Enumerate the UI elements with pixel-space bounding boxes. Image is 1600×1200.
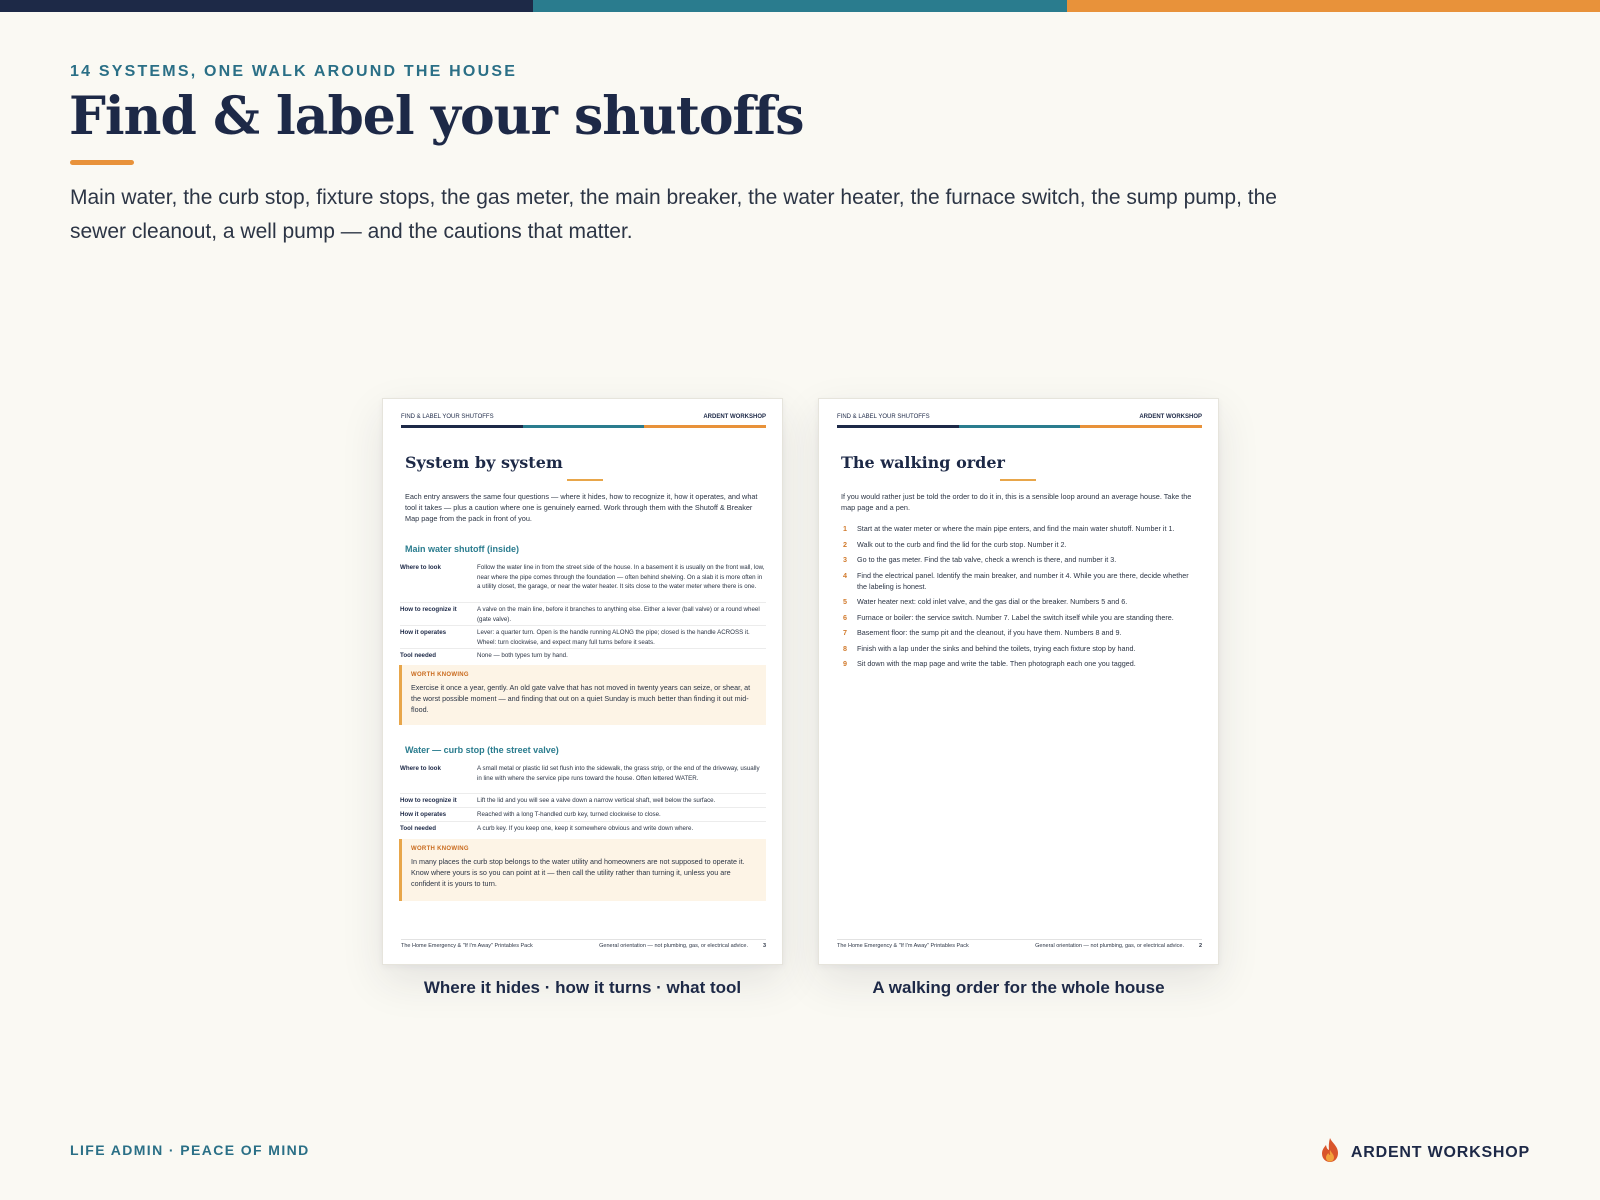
info-row-value: A curb key. If you keep one, keep it somewhere obvious and write down where. xyxy=(477,825,694,832)
page-heading: The walking order xyxy=(841,453,1005,472)
section-heading: Main water shutoff (inside) xyxy=(405,544,520,554)
page-footer-disclaimer: General orientation — not plumbing, gas, or electrical advice. xyxy=(599,943,748,949)
eyebrow: 14 SYSTEMS, ONE WALK AROUND THE HOUSE xyxy=(70,63,518,80)
section-heading: Water — curb stop (the street valve) xyxy=(405,745,559,755)
callout-text: Exercise it once a year, gently. An old gate valve that has not moved in twenty years can seize, or shear, at the worst possible moment — and finding that out on a quiet Sunday is much better than finding it out mid-flood. xyxy=(411,683,751,714)
page-intro: If you would rather just be told the order to do it in, this is a sensible loop around an average house. Take the map page and a pen. xyxy=(841,492,1192,512)
list-item xyxy=(841,596,1198,607)
step-text: Finish with a lap under the sinks and behind the toilets, trying each fixture stop by hand. xyxy=(857,643,1136,653)
page-header-brand: ARDENT WORKSHOP xyxy=(1139,414,1202,420)
page-header-brand: ARDENT WORKSHOP xyxy=(703,414,766,420)
page-caption: A walking order for the whole house xyxy=(872,978,1165,997)
info-row-value: Follow the water line in from the street side of the house. In a basement it is usually on the front wall, low, near where the pipe comes through the foundation — often behind shelving. On a slab it is more often in a utility closet, the garage, or near the water heater. It sits close to the water meter where there is one. xyxy=(477,564,765,590)
page-accent-bar xyxy=(837,425,1202,428)
step-text: Go to the gas meter. Find the tab valve, check a wrench is there, and number it 3. xyxy=(857,555,1117,564)
top-accent-bar xyxy=(0,0,1600,12)
step-number: 1 xyxy=(843,524,847,533)
footer-brand xyxy=(1319,1137,1530,1168)
page-header-title: FIND & LABEL YOUR SHUTOFFS xyxy=(837,414,930,420)
step-number: 2 xyxy=(843,539,847,549)
page-preview-system-by-system xyxy=(382,398,783,965)
walking-steps-list xyxy=(841,523,1198,674)
page-footer-pack: The Home Emergency & "If I'm Away" Printables Pack xyxy=(837,943,969,949)
title-underline xyxy=(70,160,134,165)
info-row-label: How to recognize it xyxy=(400,797,457,804)
brand-wordmark: ARDENT WORKSHOP xyxy=(1350,1143,1530,1161)
info-row-value: A valve on the main line, before it branches to anything else. Either a lever (ball valve) or a round wheel (gate valve). xyxy=(477,606,760,623)
callout-worth-knowing xyxy=(399,839,766,901)
step-text: Find the electrical panel. Identify the main breaker, and number it 4. While you are there, decide whether the labeling is honest. xyxy=(857,570,1189,591)
page-footer-disclaimer: General orientation — not plumbing, gas, or electrical advice. xyxy=(1035,943,1184,949)
step-text: Sit down with the map page and write the table. Then photograph each one you tagged. xyxy=(857,659,1136,668)
page-header xyxy=(837,414,1202,424)
page-heading: System by system xyxy=(405,453,563,472)
info-row-value: A small metal or plastic lid set flush into the sidewalk, the grass strip, or the end of the driveway, usually in line with where the service pipe runs toward the house. Often lettered WATER. xyxy=(477,765,760,782)
info-row-label: How to recognize it xyxy=(400,606,457,613)
step-text: Walk out to the curb and find the lid for the curb stop. Number it 2. xyxy=(857,539,1067,549)
list-item xyxy=(841,658,1198,669)
accent-segment-teal xyxy=(533,0,1066,12)
info-row xyxy=(400,796,766,806)
accent-segment-navy xyxy=(0,0,533,12)
page-preview-walking-order xyxy=(818,398,1219,965)
page-number: 2 xyxy=(1198,943,1202,949)
list-item xyxy=(841,570,1198,592)
step-number: 6 xyxy=(843,612,847,622)
info-row-value: Lift the lid and you will see a valve down a narrow vertical shaft, well below the surface. xyxy=(477,797,716,804)
accent-segment-orange xyxy=(1067,0,1600,12)
list-item xyxy=(841,612,1198,623)
page-accent-bar xyxy=(401,425,766,428)
info-row xyxy=(400,628,766,647)
page-heading-underline xyxy=(1000,479,1036,481)
step-text: Basement floor: the sump pit and the cleanout, if you have them. Numbers 8 and 9. xyxy=(857,628,1122,637)
info-row-label: How it operates xyxy=(400,629,447,636)
flame-icon xyxy=(1319,1137,1341,1168)
info-row-label: How it operates xyxy=(400,811,447,818)
step-number: 9 xyxy=(843,659,847,668)
list-item xyxy=(841,627,1198,638)
info-row-value: None — both types turn by hand. xyxy=(477,652,568,659)
lede-paragraph: Main water, the curb stop, fixture stops, the gas meter, the main breaker, the water heater, the furnace switch, the sump pump, the sewer cleanout, a well pump — and the cautions that matter. xyxy=(70,186,1277,243)
info-row xyxy=(400,824,766,834)
info-row-value: Reached with a long T-handled curb key, turned clockwise to close. xyxy=(477,811,661,818)
step-text: Start at the water meter or where the main pipe enters, and find the main water shutoff. Number it 1. xyxy=(857,524,1175,533)
page-heading-underline xyxy=(567,479,603,481)
info-row-label: Tool needed xyxy=(400,825,436,832)
page-header-title: FIND & LABEL YOUR SHUTOFFS xyxy=(401,414,494,420)
footer-tagline: LIFE ADMIN · PEACE OF MIND xyxy=(70,1142,310,1158)
info-row xyxy=(400,764,766,783)
list-item xyxy=(841,554,1198,565)
page-intro: Each entry answers the same four questions — where it hides, how to recognize it, how it operates, and what tool it takes — plus a caution where one is genuinely earned. Work through them with the Shutoff & Breaker Map page from the pack in front of you. xyxy=(405,492,758,523)
page-caption: Where it hides · how it turns · what tool xyxy=(423,978,742,997)
step-text: Furnace or boiler: the service switch. Number 7. Label the switch itself while you are standing there. xyxy=(857,612,1174,622)
step-number: 4 xyxy=(843,570,847,580)
callout-worth-knowing xyxy=(399,665,766,725)
page-footer xyxy=(401,943,766,949)
page-header xyxy=(401,414,766,424)
page-footer-pack: The Home Emergency & "If I'm Away" Printables Pack xyxy=(401,943,533,949)
list-item xyxy=(841,643,1198,654)
page-number: 3 xyxy=(762,943,766,949)
info-row xyxy=(400,563,766,592)
list-item xyxy=(841,523,1198,534)
callout-label: WORTH KNOWING xyxy=(411,672,469,678)
callout-label: WORTH KNOWING xyxy=(411,846,469,852)
info-row-label: Where to look xyxy=(400,765,441,772)
info-row-value: Lever: a quarter turn. Open is the handle running ALONG the pipe; closed is the handle ACROSS it. Wheel: turn clockwise, and expect many full turns before it seats. xyxy=(477,629,750,646)
info-row-label: Where to look xyxy=(400,564,441,571)
info-row-label: Tool needed xyxy=(400,652,436,659)
info-row xyxy=(400,605,766,624)
step-text: Water heater next: cold inlet valve, and the gas dial or the breaker. Numbers 5 and 6. xyxy=(857,597,1128,606)
info-row xyxy=(400,651,766,661)
list-item xyxy=(841,539,1198,550)
step-number: 8 xyxy=(843,643,847,653)
info-row xyxy=(400,810,766,820)
page-footer xyxy=(837,943,1202,949)
page-title: Find & label your shutoffs xyxy=(69,86,804,147)
step-number: 7 xyxy=(843,628,847,637)
callout-text: In many places the curb stop belongs to the water utility and homeowners are not supposed to operate it. Know where yours is so you can point at it — then call the utility rather than turning it, unless you are confident it is yours to turn. xyxy=(411,857,745,888)
step-number: 5 xyxy=(843,597,847,606)
step-number: 3 xyxy=(843,555,847,564)
